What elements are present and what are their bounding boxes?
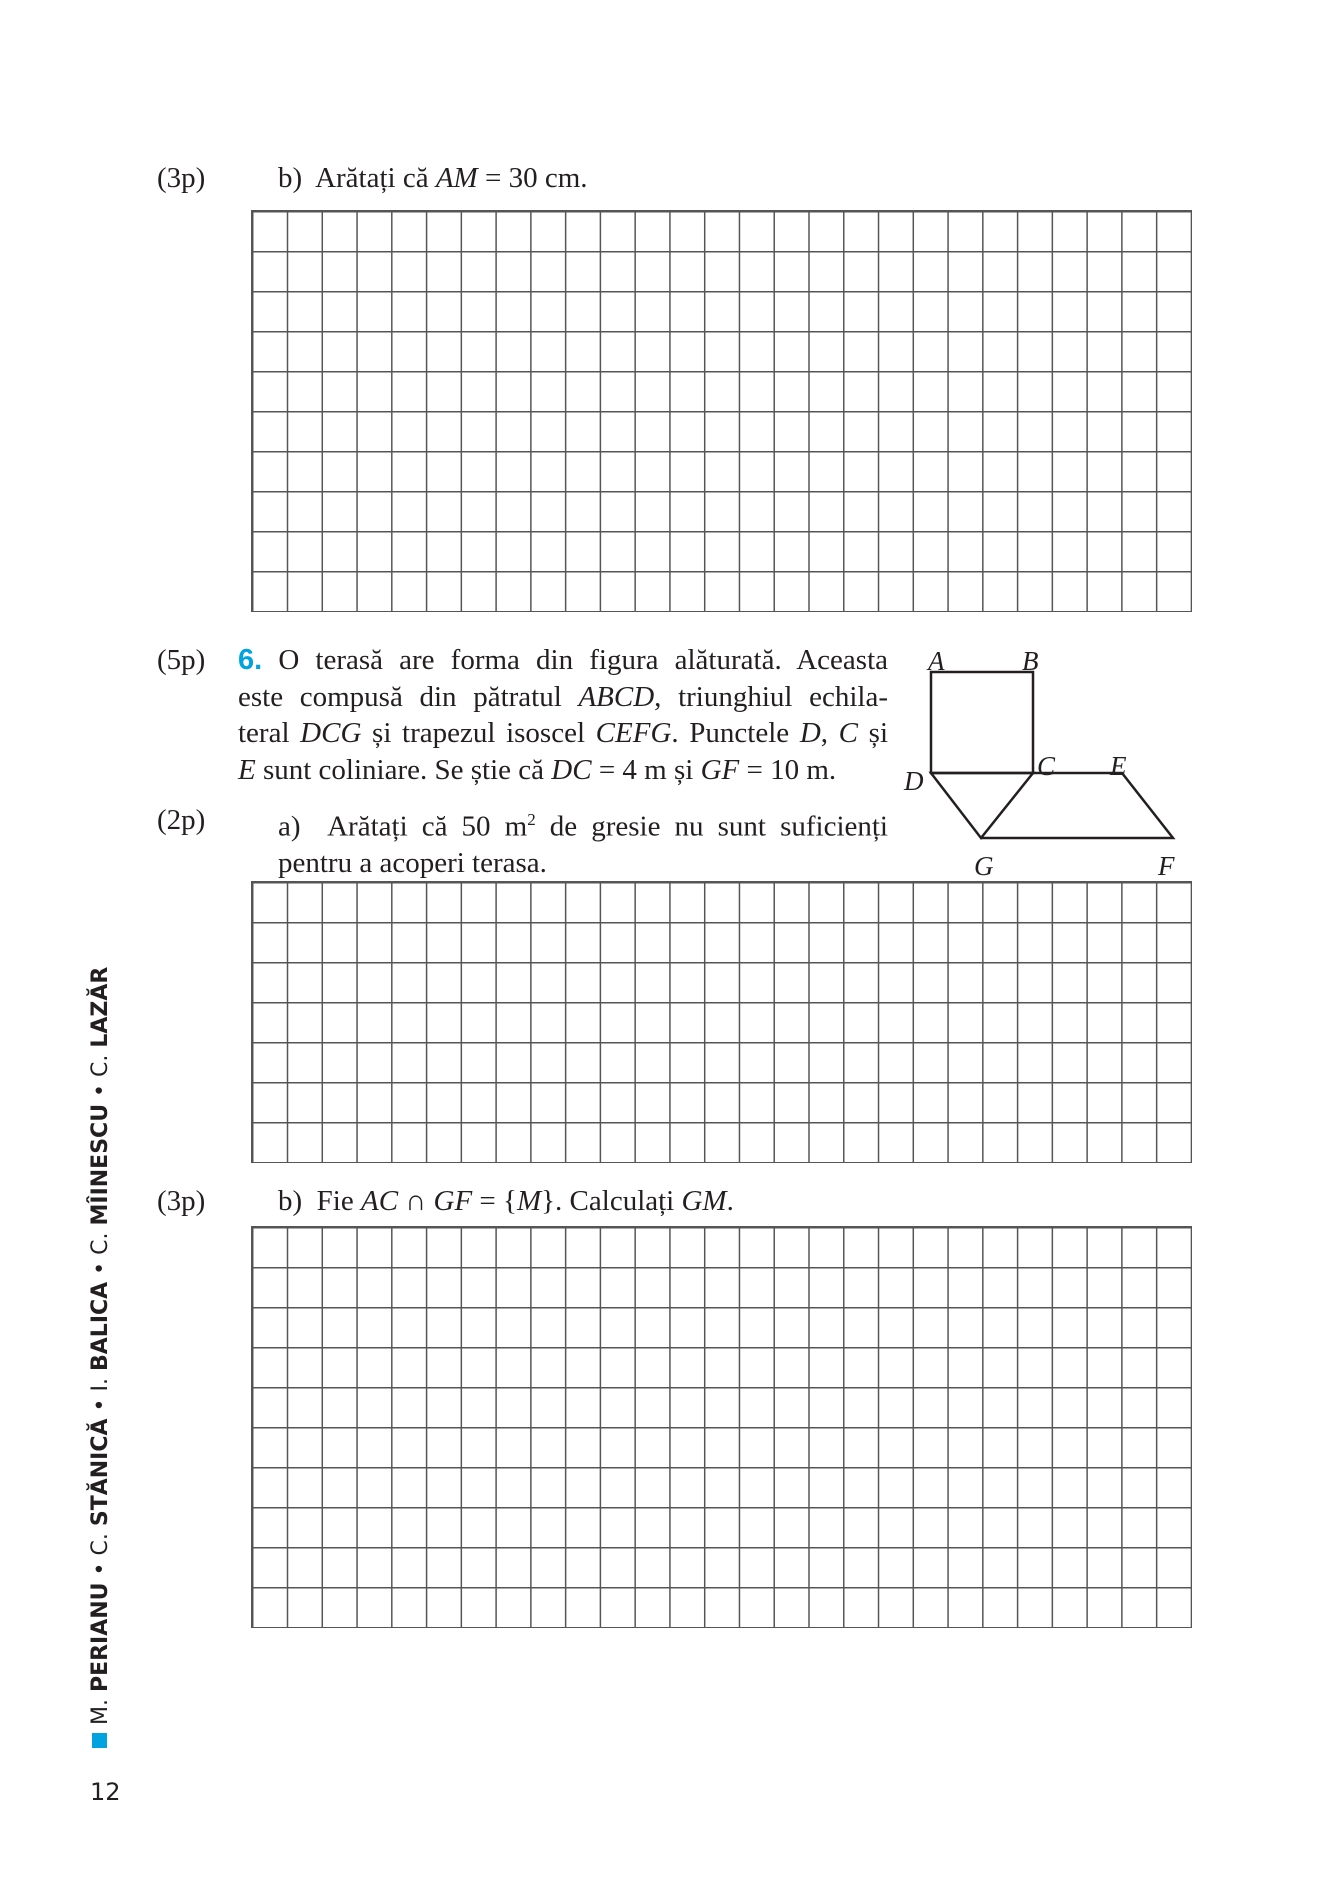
points-label: (3p) [157, 162, 206, 194]
label-e: E [1110, 751, 1127, 781]
points-label: (2p) [157, 804, 206, 836]
label-f: F [1158, 851, 1175, 881]
accent-square [92, 1733, 107, 1748]
trapezoid-cefg [981, 773, 1173, 838]
page-number: 12 [90, 1778, 121, 1806]
triangle-dcg [931, 773, 1033, 838]
question-b-text: b) Fie AC ∩ GF = {M}. Calculați GM. [278, 1185, 734, 1217]
square-abcd [931, 672, 1033, 773]
authors-sidebar: M. PERIANU • C. STĂNICĂ • I. BALICA • C. MÎINESCU • C. LAZĂR [88, 967, 113, 1748]
terrace-figure [900, 640, 1200, 890]
label-c: C [1037, 751, 1056, 781]
points-label: (5p) [157, 644, 206, 676]
label-a: A [928, 646, 945, 676]
label-g: G [974, 851, 994, 881]
label-d: D [904, 766, 924, 796]
problem-6-statement: 6. O terasă are forma din figura alăturată. Aceasta este compusă din pătratul ABCD, triunghiul echila- teral DCG și trapezul isoscel CEFG. Punctele D, C și E sunt coliniare. Se știe că DC = 4 m și GF = 10 m. [238, 644, 889, 786]
question-a-text: a) Arătați că 50 $m^2$ de gresie nu sunt suficienți pentru a acoperi terasa. [278, 810, 888, 880]
question-b-text: b) Arătați că AM = 30 cm. [278, 162, 588, 194]
answer-grid-1[interactable] [251, 210, 1192, 612]
answer-grid-3[interactable] [251, 1226, 1192, 1628]
points-label: (3p) [157, 1185, 206, 1217]
answer-grid-2[interactable] [251, 881, 1192, 1163]
label-b: B [1022, 646, 1039, 676]
